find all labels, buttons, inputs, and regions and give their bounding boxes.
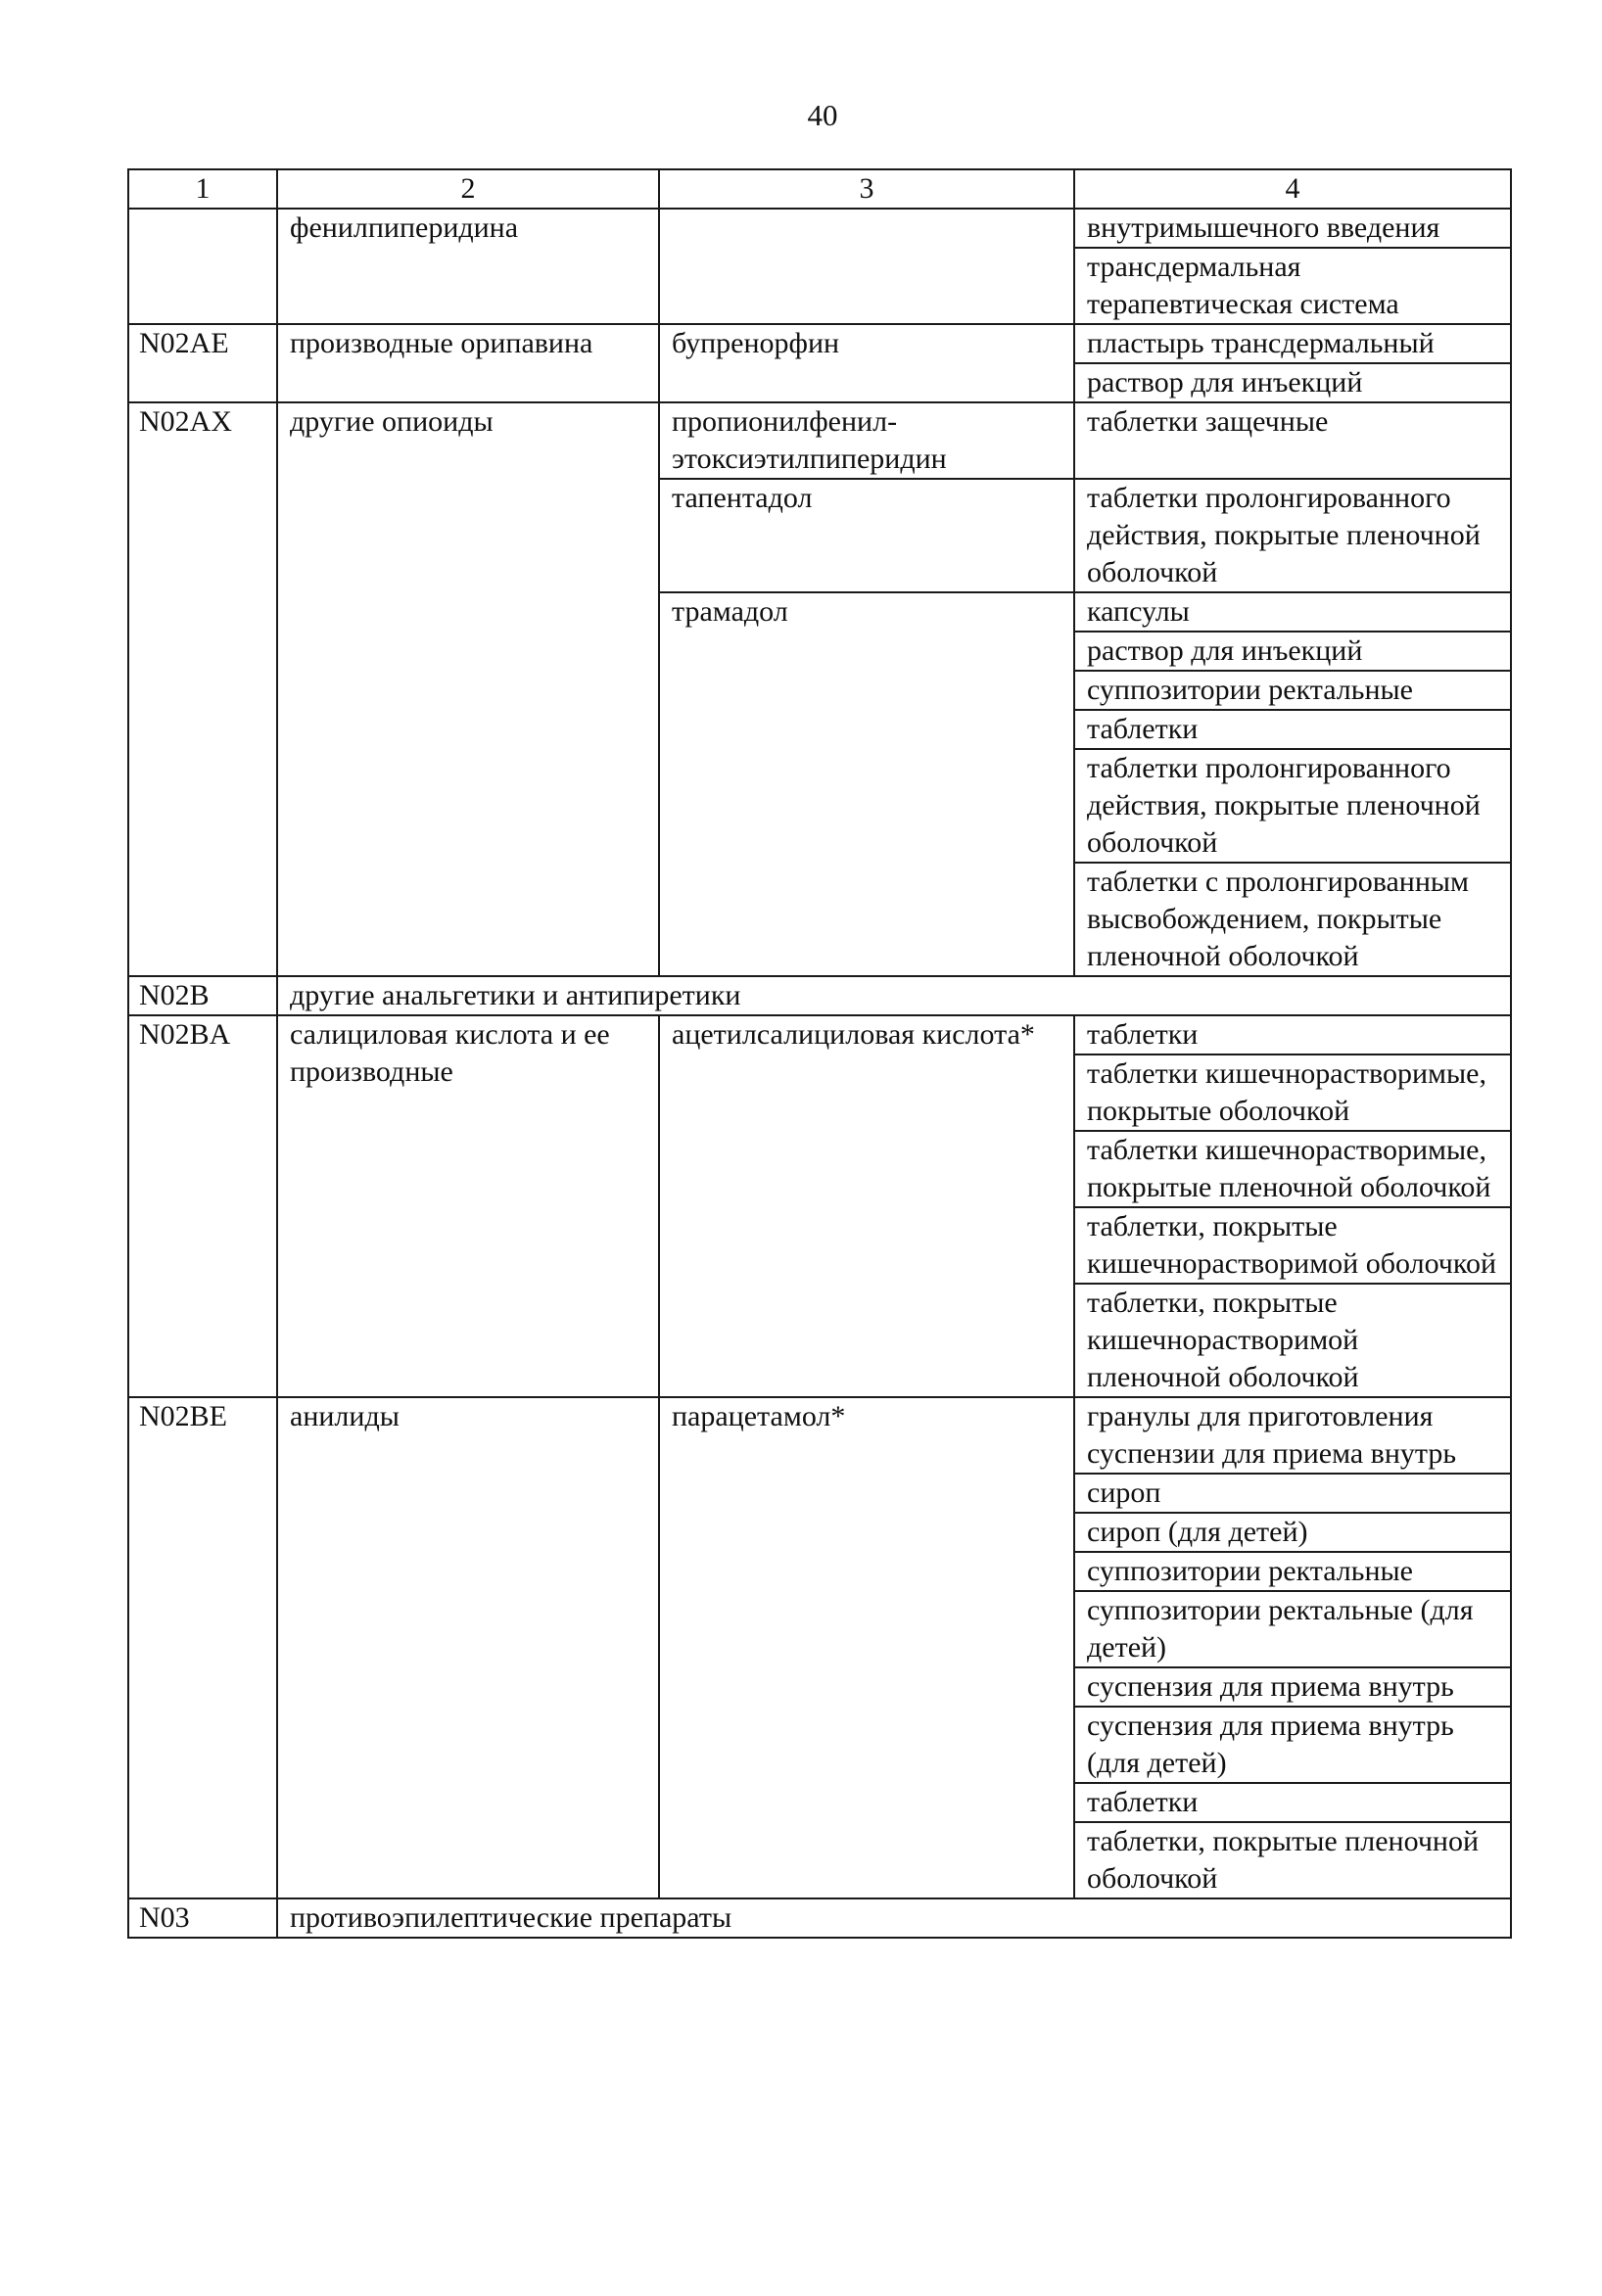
- dosage-form: капсулы: [1074, 592, 1511, 632]
- table-row: [128, 1397, 1511, 1474]
- drug-name: тапентадол: [659, 479, 1074, 592]
- page-number: 40: [807, 98, 838, 132]
- dosage-form: таблетки с пролонгированным высвобождением, покрытые пленочной оболочкой: [1074, 863, 1511, 976]
- dosage-form: таблетки, покрытые пленочной оболочкой: [1074, 1822, 1511, 1898]
- table-row: [128, 976, 1511, 1015]
- column-header: 4: [1074, 169, 1511, 209]
- drug-name: пропионилфенил-этоксиэтилпиперидин: [659, 402, 1074, 479]
- dosage-form: трансдермальная терапевтическая система: [1074, 248, 1511, 324]
- column-header: 2: [277, 169, 659, 209]
- dosage-form: внутримышечного введения: [1074, 209, 1511, 248]
- dosage-form: таблетки, покрытые кишечнорастворимой пленочной оболочкой: [1074, 1284, 1511, 1397]
- dosage-form: раствор для инъекций: [1074, 363, 1511, 402]
- drug-name: парацетамол*: [659, 1397, 1074, 1898]
- section-title: другие анальгетики и антипиретики: [277, 976, 1511, 1015]
- dosage-form: таблетки пролонгированного действия, покрытые пленочной оболочкой: [1074, 479, 1511, 592]
- dosage-form: суппозитории ректальные (для детей): [1074, 1591, 1511, 1667]
- dosage-form: суппозитории ректальные: [1074, 671, 1511, 710]
- header-row: [128, 169, 1511, 209]
- table-row: [128, 402, 1511, 479]
- drug-name: бупренорфин: [659, 324, 1074, 402]
- drug-name: [659, 209, 1074, 324]
- atc-code: N03: [128, 1898, 277, 1938]
- column-header: 3: [659, 169, 1074, 209]
- group-name: анилиды: [277, 1397, 659, 1898]
- drug-list-table: [127, 168, 1512, 1939]
- group-name: другие опиоиды: [277, 402, 659, 976]
- atc-code: N02AX: [128, 402, 277, 976]
- column-header: 1: [128, 169, 277, 209]
- dosage-form: суппозитории ректальные: [1074, 1552, 1511, 1591]
- dosage-form: таблетки защечные: [1074, 402, 1511, 479]
- dosage-form: сироп (для детей): [1074, 1513, 1511, 1552]
- dosage-form: суспензия для приема внутрь: [1074, 1667, 1511, 1707]
- dosage-form: таблетки кишечнорастворимые, покрытые пленочной оболочкой: [1074, 1131, 1511, 1207]
- dosage-form: таблетки пролонгированного действия, покрытые пленочной оболочкой: [1074, 749, 1511, 863]
- table-row: [128, 324, 1511, 363]
- table-row: [128, 1898, 1511, 1938]
- drug-name: ацетилсалициловая кислота*: [659, 1015, 1074, 1397]
- atc-code: N02AE: [128, 324, 277, 402]
- atc-code: [128, 209, 277, 324]
- group-name: фенилпиперидина: [277, 209, 659, 324]
- dosage-form: суспензия для приема внутрь (для детей): [1074, 1707, 1511, 1783]
- dosage-form: сироп: [1074, 1474, 1511, 1513]
- group-name: салициловая кислота и ее производные: [277, 1015, 659, 1397]
- dosage-form: таблетки: [1074, 710, 1511, 749]
- section-title: противоэпилептические препараты: [277, 1898, 1511, 1938]
- dosage-form: таблетки: [1074, 1015, 1511, 1054]
- atc-code: N02BE: [128, 1397, 277, 1898]
- atc-code: N02B: [128, 976, 277, 1015]
- group-name: производные орипавина: [277, 324, 659, 402]
- atc-code: N02BA: [128, 1015, 277, 1397]
- table-row: [128, 1015, 1511, 1054]
- dosage-form: таблетки, покрытые кишечнорастворимой оболочкой: [1074, 1207, 1511, 1284]
- dosage-form: гранулы для приготовления суспензии для приема внутрь: [1074, 1397, 1511, 1474]
- dosage-form: таблетки: [1074, 1783, 1511, 1822]
- drug-name: трамадол: [659, 592, 1074, 976]
- dosage-form: таблетки кишечнорастворимые, покрытые оболочкой: [1074, 1054, 1511, 1131]
- dosage-form: раствор для инъекций: [1074, 632, 1511, 671]
- table-row: [128, 209, 1511, 248]
- dosage-form: пластырь трансдермальный: [1074, 324, 1511, 363]
